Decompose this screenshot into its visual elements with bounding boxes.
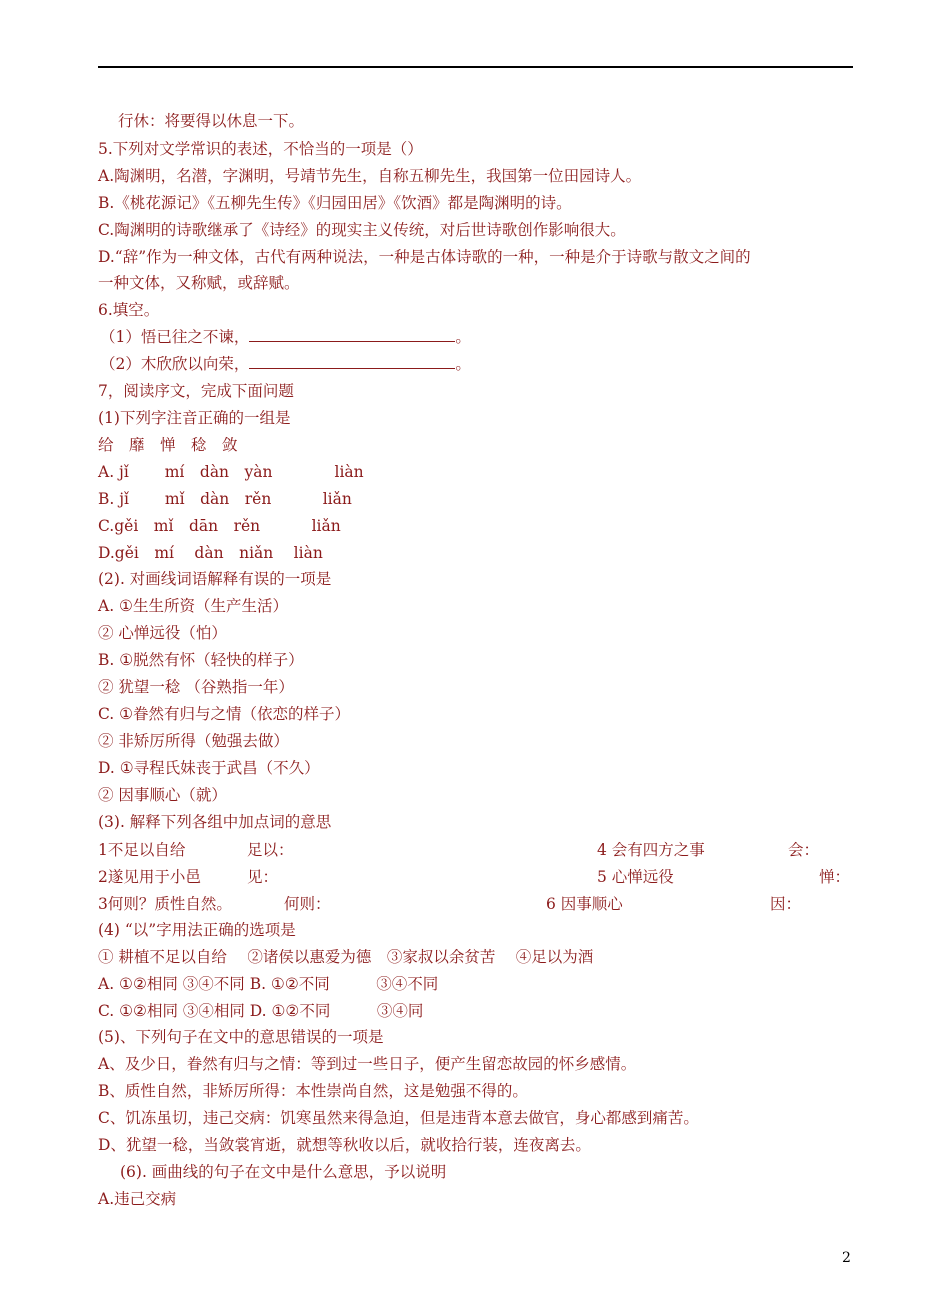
option-a: A.陶渊明，名潜，字渊明，号靖节先生，自称五柳先生，我国第一位田园诗人。 [98,167,642,185]
option-b: B.《桃花源记》《五柳先生传》《归园田居》《饮酒》都是陶渊明的诗。 [98,194,572,212]
sub-question-4: (4) “以”字用法正确的选项是 [98,921,296,939]
fill-blank-2-end: 。 [455,355,471,373]
sub-2-option-a-1: A. ①生生所资（生产生活） [98,597,288,615]
sub-question-1: (1)下列字注音正确的一组是 [98,409,291,427]
sub-question-5: (5)、下列句子在文中的意思错误的一项是 [98,1028,384,1046]
fill-blank-2 [100,353,471,375]
pinyin-option-c: C.gěi mǐ dān rěn liǎn [98,517,341,535]
option-c: C.陶渊明的诗歌继承了《诗经》的现实主义传统，对后世诗歌创作影响很大。 [98,221,626,239]
pinyin-option-a: A. jǐ mí dàn yàn liàn [98,463,364,481]
term-1-answer-label: 足以： [247,841,294,859]
term-2: 2遂见用于小邑 [98,868,201,886]
sub-question-3: (3). 解释下列各组中加点词的意思 [98,813,332,831]
sub-2-option-d-1: D. ①寻程氏妹丧于武昌（不久） [98,759,320,777]
answer-blank-1 [249,327,455,342]
term-5-answer-label: 惮： [819,868,851,886]
sub-2-option-c-2: ② 非矫厉所得（勉强去做） [98,732,289,750]
option-d: D.“辞”作为一种文体，古代有两种说法，一种是古体诗歌的一种，一种是介于诗歌与散文之间的 [98,248,751,266]
sub-question-2: (2). 对画线词语解释有误的一项是 [98,570,332,588]
header-rule [98,66,853,68]
pinyin-option-b: B. jǐ mǐ dàn rěn liǎn [98,490,352,508]
sub-5-option-d: D、犹望一稔，当敛裳宵逝，就想等秋收以后，就收拾行装，连夜离去。 [98,1136,591,1154]
term-4-answer-label: 会： [788,841,820,859]
sub-5-option-a: A、及少日，眷然有归与之情：等到过一些日子，便产生留恋故园的怀乡感情。 [98,1055,637,1073]
term-6-answer-label: 因： [770,895,802,913]
fill-blank-1-prompt: （1）悟已往之不谏， [100,328,250,346]
sub-2-option-b-1: B. ①脱然有怀（轻快的样子） [98,651,304,669]
characters-row: 给 靡 惮 稔 敛 [98,436,238,454]
text-line: 行休：将要得以休息一下。 [118,112,305,130]
page-number: 2 [842,1250,851,1266]
sub-4-sentences: ① 耕植不足以自给 ②诸侯以惠爱为德 ③家叔以余贫苦 ④足以为酒 [98,948,594,966]
term-2-answer-label: 见： [247,868,279,886]
pinyin-option-d: D.gěi mí dàn niǎn liàn [98,544,323,562]
sub-6-item-a: A.违己交病 [98,1190,177,1208]
sub-2-option-d-2: ② 因事顺心（就） [98,786,227,804]
sub-5-option-c: C、饥冻虽切，违己交病：饥寒虽然来得急迫，但是违背本意去做官，身心都感到痛苦。 [98,1109,699,1127]
answer-blank-2 [249,354,455,369]
term-4: 4 会有四方之事 [597,841,705,859]
sub-question-6: (6). 画曲线的句子在文中是什么意思，予以说明 [120,1163,447,1181]
sub-2-option-b-2: ② 犹望一稔 （谷熟指一年） [98,678,294,696]
question-6-stem: 6.填空。 [98,301,160,319]
option-d-continued: 一种文体，又称赋，或辞赋。 [98,274,300,292]
question-7-stem: 7，阅读序文，完成下面问题 [98,382,294,400]
sub-2-option-a-2: ② 心惮远役（怕） [98,624,227,642]
fill-blank-1 [100,326,471,348]
term-3: 3何则？质性自然。 [98,895,232,913]
sub-5-option-b: B、质性自然，非矫厉所得：本性崇尚自然，这是勉强不得的。 [98,1082,528,1100]
term-1: 1不足以自给 [98,841,186,859]
fill-blank-2-prompt: （2）木欣欣以向荣， [100,355,250,373]
term-6: 6 因事顺心 [546,895,623,913]
sub-4-options-cd: C. ①②相同 ③④相同 D. ①②不同 ③④同 [98,1002,424,1020]
fill-blank-1-end: 。 [455,328,471,346]
question-5-stem: 5.下列对文学常识的表述，不恰当的一项是（） [98,140,423,158]
sub-4-options-ab: A. ①②相同 ③④不同 B. ①②不同 ③④不同 [98,975,439,993]
term-5: 5 心惮远役 [597,868,674,886]
sub-2-option-c-1: C. ①眷然有归与之情（依恋的样子） [98,705,351,723]
term-3-answer-label: 何则： [284,895,331,913]
